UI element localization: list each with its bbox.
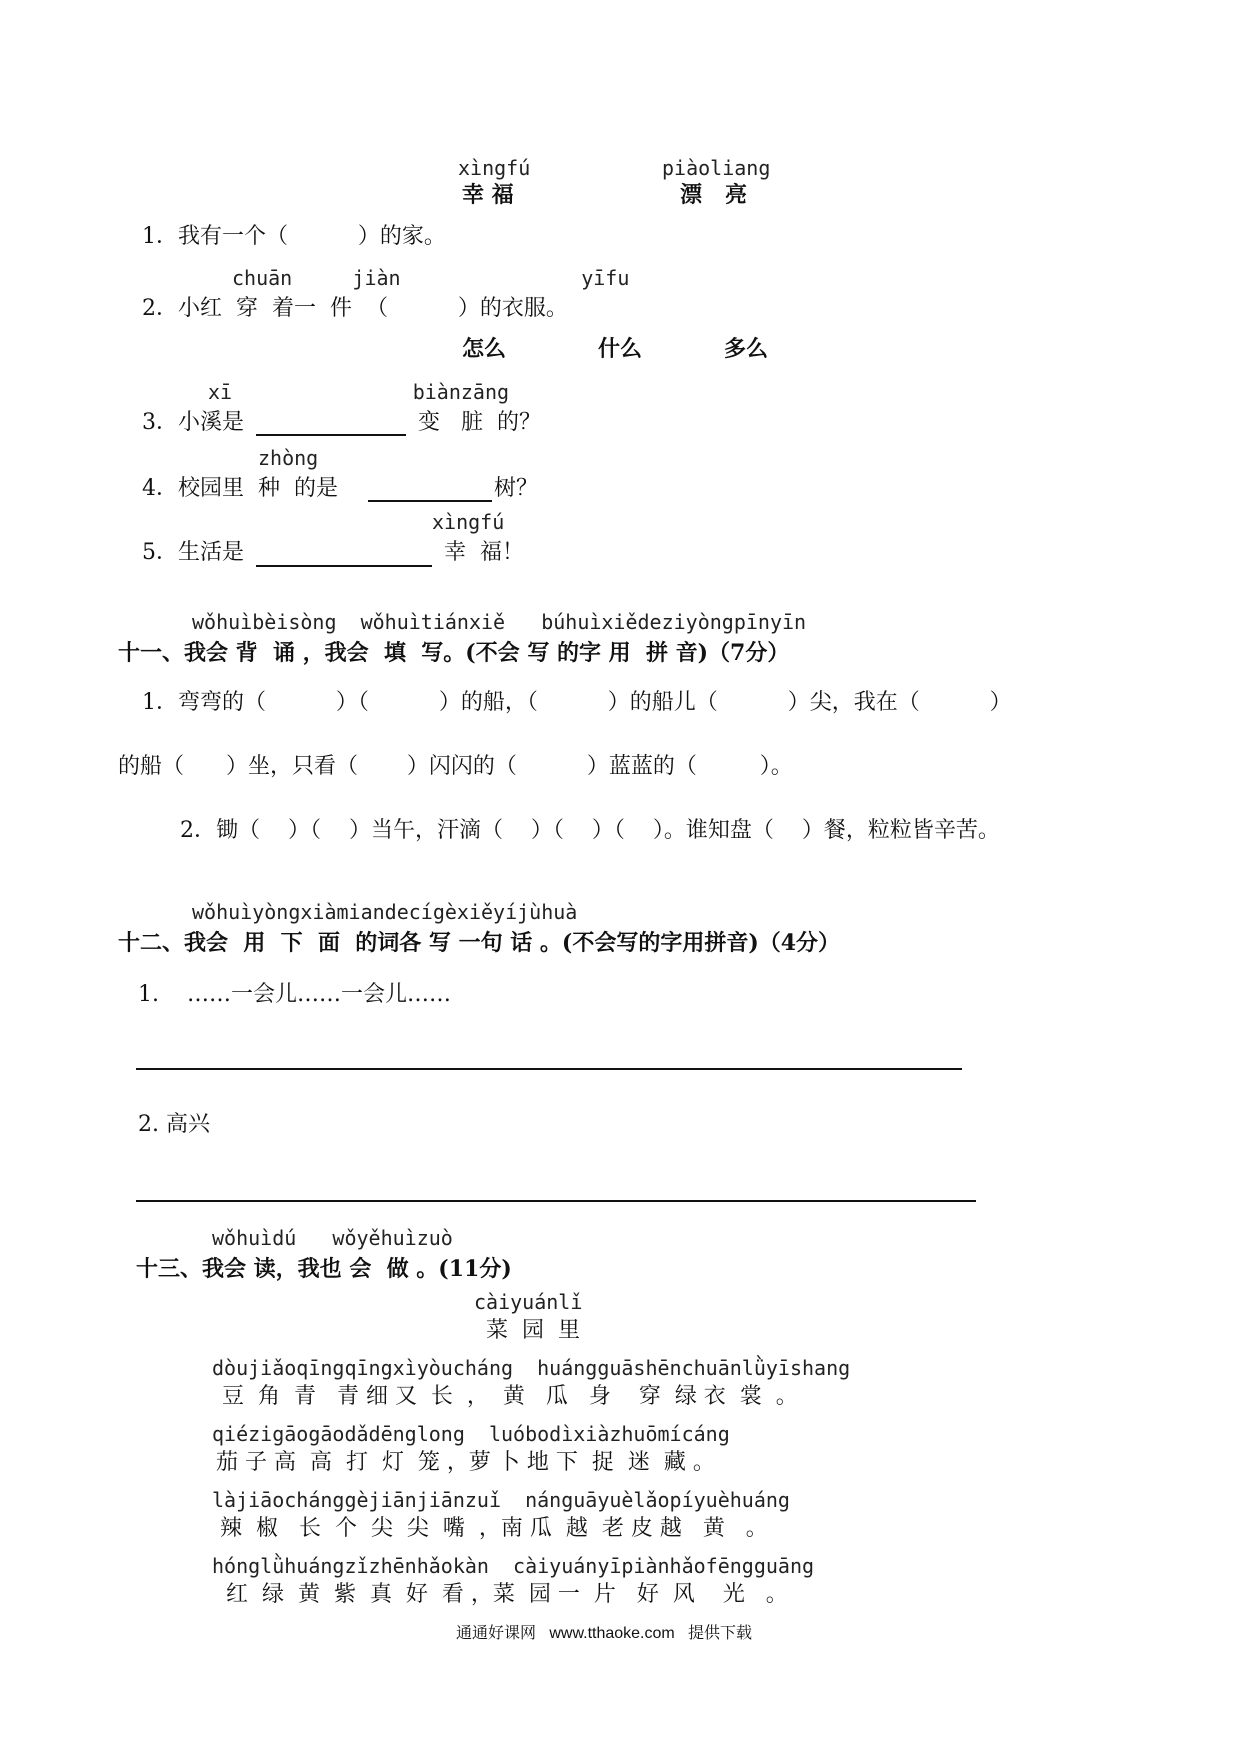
section-12-heading: 十二、我会 用 下 面 的词各 写 一句 话 。(不会写的字用拼音)（4分） bbox=[118, 930, 841, 956]
poem-title-pinyin: càiyuánlǐ bbox=[474, 1290, 583, 1314]
question-1: 1．我有一个（ ）的家。 bbox=[142, 224, 446, 249]
question-5-prefix: 5．生活是 bbox=[142, 540, 244, 565]
section-11-line-2: 的船（ ）坐，只看（ ）闪闪的（ ）蓝蓝的（ ）。 bbox=[118, 754, 793, 779]
poem-line-pinyin: qiézigāogāodǎdēnglong luóbodìxiàzhuōmícáng bbox=[212, 1422, 730, 1446]
poem-line: 茄 子 高 高 打 灯 笼 ，萝 卜 地 下 捉 迷 藏 。 bbox=[216, 1450, 715, 1475]
question-2-pinyin: chuān jiàn yīfu bbox=[232, 266, 630, 290]
poem-line: 红 绿 黄 紫 真 好 看 ，菜 园 一 片 好 风 光 。 bbox=[226, 1582, 788, 1607]
section-11-line-3: 2．锄（ ）（ ）当午，汗滴（ ）（ ）（ ）。谁知盘（ ）餐，粒粒皆辛苦。 bbox=[180, 818, 1000, 843]
section-12-item-2: 2. 高兴 bbox=[138, 1112, 210, 1137]
poem-line-pinyin: hónglǜhuángzǐzhēnhǎokàn càiyuányīpiànhǎofēngguāng bbox=[212, 1554, 815, 1578]
word-1: 幸 福 bbox=[462, 182, 514, 208]
poem-line: 辣 椒 长 个 尖 尖 嘴 ，南 瓜 越 老 皮 越 黄 。 bbox=[220, 1516, 768, 1541]
question-5-blank[interactable] bbox=[256, 565, 432, 567]
question-4-blank[interactable] bbox=[368, 500, 492, 502]
poem-line-pinyin: làjiāochánggèjiānjiānzuǐ nánguāyuèlǎopíyuèhuáng bbox=[212, 1488, 790, 1512]
question-3-prefix: 3．小溪是 bbox=[142, 410, 244, 435]
question-5-pinyin: xìngfú bbox=[432, 510, 505, 534]
poem-line-pinyin: dòujiǎoqīngqīngxìyòucháng huángguāshēnchuānlǜyīshang bbox=[212, 1356, 851, 1380]
section-11-heading: 十一、我会 背 诵 ，我会 填 写。(不会 写 的字 用 拼 音)（7分） bbox=[118, 640, 790, 666]
section-11-line-1: 1．弯弯的（ ）（ ）的船，（ ）的船儿（ ）尖，我在（ ） bbox=[142, 690, 1012, 715]
section-13-pinyin: wǒhuìdú wǒyěhuìzuò bbox=[212, 1226, 453, 1250]
word-2: 漂 亮 bbox=[680, 182, 747, 208]
section-13-heading: 十三、我会 读，我也 会 做 。(11分) bbox=[136, 1256, 512, 1282]
question-3-pinyin: xī biànzāng bbox=[208, 380, 510, 404]
word-1-pinyin: xìngfú bbox=[458, 156, 531, 180]
section-11-pinyin: wǒhuìbèisòng wǒhuìtiánxiě búhuìxiědeziyòngpīnyīn bbox=[192, 610, 807, 634]
section-12-item-1: 1. ……一会儿……一会儿…… bbox=[138, 982, 451, 1007]
question-4-prefix: 4．校园里 种 的是 bbox=[142, 476, 338, 501]
section-12-answer-line-1[interactable] bbox=[136, 1068, 962, 1070]
poem-title: 菜 园 里 bbox=[486, 1318, 580, 1343]
footer-text: 通通好课网 www.tthaoke.com 提供下载 bbox=[456, 1625, 753, 1642]
question-4-pinyin: zhòng bbox=[258, 446, 319, 470]
word-bank-2-item: 什么 bbox=[598, 336, 643, 362]
question-3-suffix: 变 脏 的？ bbox=[418, 410, 541, 435]
poem-line: 豆 角 青 青 细 又 长 ， 黄 瓜 身 穿 绿 衣 裳 。 bbox=[222, 1384, 798, 1409]
section-12-pinyin: wǒhuìyòngxiàmiandecígèxiěyíjùhuà bbox=[192, 900, 578, 924]
question-5-suffix: 幸 福！ bbox=[444, 540, 524, 565]
question-3-blank[interactable] bbox=[256, 434, 406, 436]
word-bank-2-item: 怎么 bbox=[462, 336, 507, 362]
word-2-pinyin: piàoliang bbox=[662, 156, 771, 180]
question-2: 2．小红 穿 着一 件 （ ）的衣服。 bbox=[142, 296, 568, 321]
section-12-answer-line-2[interactable] bbox=[136, 1200, 976, 1202]
word-bank-2-item: 多么 bbox=[724, 336, 769, 362]
question-4-suffix: 树？ bbox=[494, 476, 539, 501]
